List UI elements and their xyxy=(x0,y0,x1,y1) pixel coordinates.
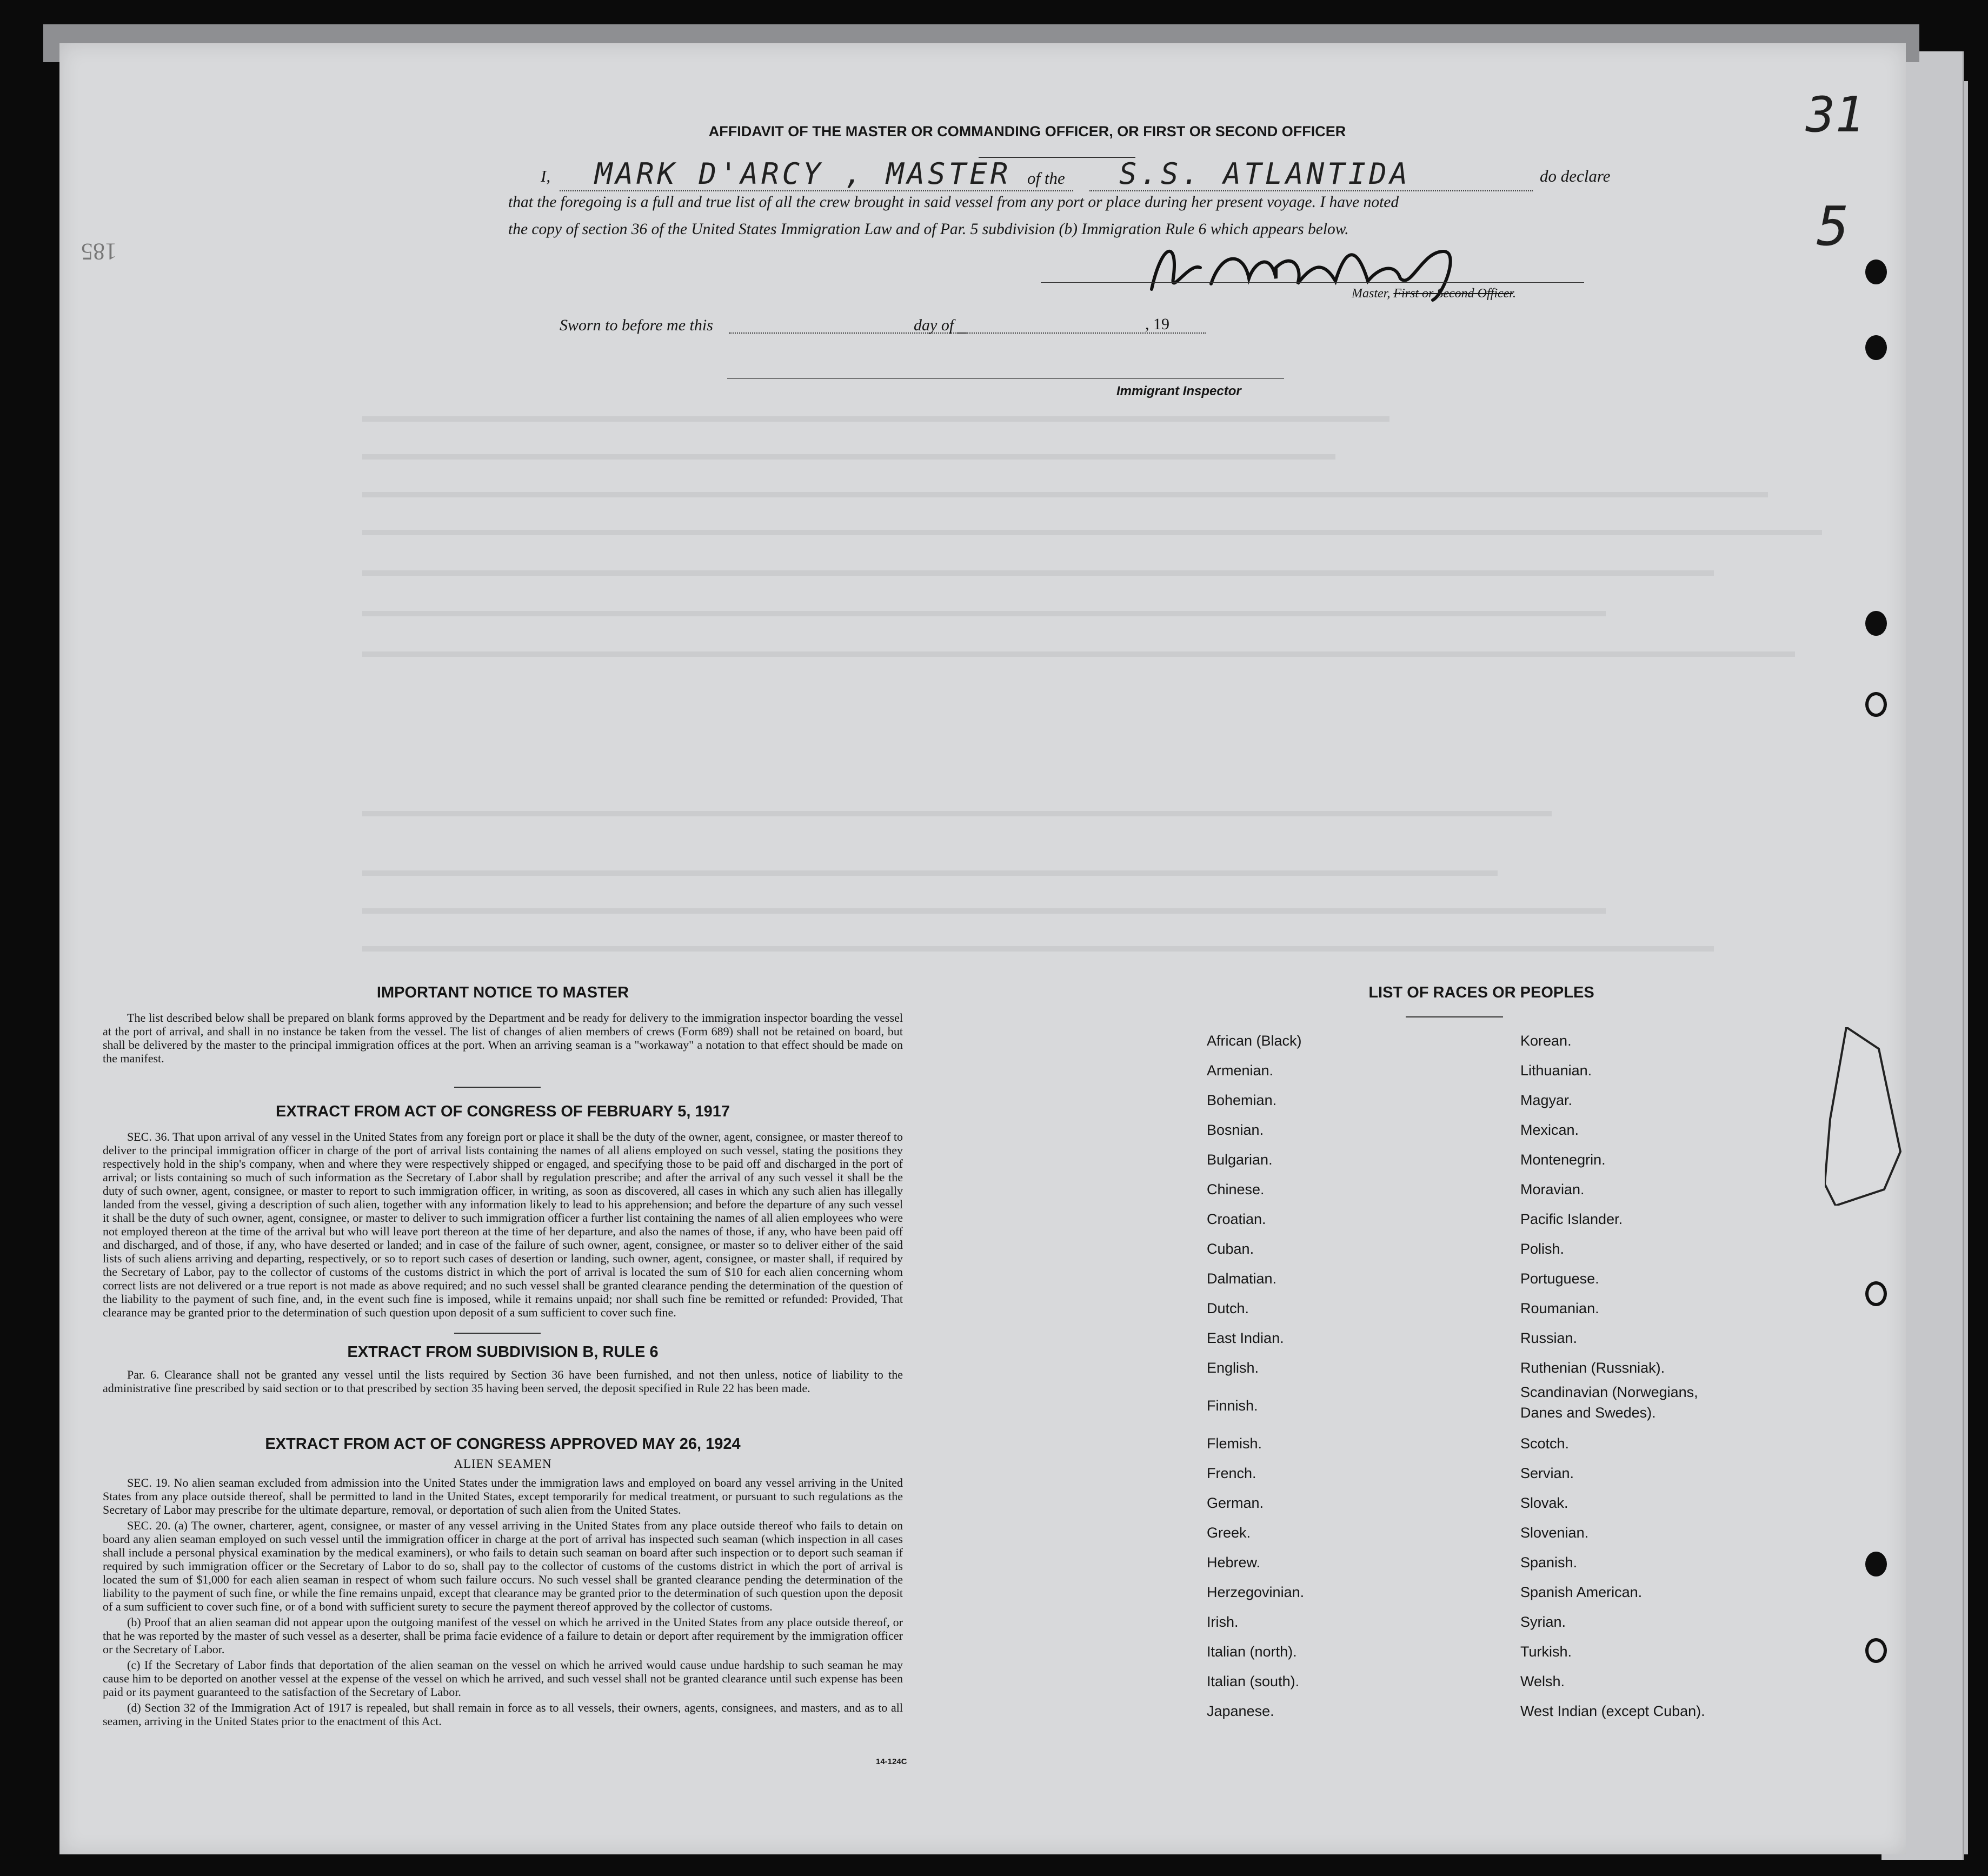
binder-hole xyxy=(1865,611,1887,636)
race-left-18: Herzegovinian. xyxy=(1207,1584,1305,1600)
race-right-5: Moravian. xyxy=(1520,1181,1585,1198)
extract-rule6-title: EXTRACT FROM SUBDIVISION B, RULE 6 xyxy=(347,1343,659,1361)
binder-hole xyxy=(1865,1638,1887,1663)
extract-1924-subtitle: ALIEN SEAMEN xyxy=(454,1457,552,1471)
race-left-7: Cuban. xyxy=(1207,1241,1254,1257)
sec-20-c: (c) If the Secretary of Labor finds that deportation of the alien seaman on the vessel on which he arrived would cause undue hardship to such seaman he may cause him to be deported on another vessel at the expense of the vessel on which he arrived, and such vessel shall not be granted clearance until such expense has been paid or its payment guaranteed to the satisfaction of the Secretary of Labor. xyxy=(103,1658,903,1699)
extract-1917-text: SEC. 36. That upon arrival of any vessel in the United States from any foreign port or place it shall be the duty of the owner, agent, consignee, or master thereof to deliver to the principal immigration officer in charge of the port of arrival lists containing the names of all aliens employed on such vessel, stating the positions they respectively hold in the ship's company, when and where they were respectively shipped or engaged, and specifying those to be paid off and discharged in the port of arrival; or lists containing so much of such information as the Secretary of Labor shall by regulation prescribe; and after the arrival of any such vessel it shall be the duty of such owner, agent, consignee, or master to report to such immigration officer, in writing, as soon as discovered, all cases in which any such alien has illegally landed from the vessel, giving a description of such alien, together with any information likely to lead to his apprehension; and before the departure of any such vessel it shall be the duty of such owner, agent, consignee, or master to deliver to such immigration officer a further list containing the names of all alien employees who were not employed thereon at the time of the arrival but who will leave port thereon at the time of her departure, and also the names of those, if any, who have been paid off and discharged, and of those, if any, who have deserted or landed; and in case of the failure of such owner, agent, consignee, or master so to deliver either of the said lists of such aliens arriving and departing, respectively, or so to report such cases of desertion or landing, such owner, agent, consignee, or master shall, if required by the Secretary of Labor, pay to the collector of customs of the customs district in which the port of arrival is located the sum of $10 for each alien concerning whom correct lists are not delivered or a true report is not made as above required; and no such vessel shall be granted clearance pending the determination of the question of the liability to the payment of such fine, and, in the event such fine is imposed, while it remains unpaid; nor shall such fine be remitted or refunded: Provided, That clearance may be granted prior to the determination of such question upon deposit of a sum sufficient to cover such fine. xyxy=(103,1130,903,1319)
race-left-8: Dalmatian. xyxy=(1207,1270,1277,1287)
race-right-23: West Indian (except Cuban). xyxy=(1520,1703,1705,1719)
race-left-4: Bulgarian. xyxy=(1207,1152,1273,1168)
signer-caption-master: Master, xyxy=(1352,287,1391,301)
race-right-22: Welsh. xyxy=(1520,1673,1565,1689)
race-right-4: Montenegrin. xyxy=(1520,1152,1606,1168)
race-right-19: Spanish American. xyxy=(1520,1584,1643,1600)
binder-hole xyxy=(1865,692,1887,717)
race-right-1: Lithuanian. xyxy=(1520,1062,1592,1079)
of-the-label: of the xyxy=(1027,169,1065,188)
race-right-8: Portuguese. xyxy=(1520,1270,1599,1287)
race-left-9: Dutch. xyxy=(1207,1300,1249,1316)
document-page xyxy=(59,43,1906,1854)
sec-20-d: (d) Section 32 of the Immigration Act of 1917 is repealed, but shall remain in force as to all vessels, their owners, agents, consignees, and masters, and as to all seamen, arriving in the United States prior to the enactment of this Act. xyxy=(103,1701,903,1728)
signer-caption-end: . xyxy=(1512,287,1516,301)
binder-hole xyxy=(1865,260,1887,284)
signer-caption xyxy=(1352,287,1516,301)
declarant-name: MARK D'ARCY , MASTER xyxy=(595,157,1012,191)
race-right-13: Danes and Swedes). xyxy=(1520,1405,1656,1421)
vessel-name: S.S. ATLANTIDA xyxy=(1119,157,1411,191)
extract-1924-text xyxy=(103,1476,903,1730)
race-right-21: Turkish. xyxy=(1520,1644,1572,1660)
page-number-mark: 185 xyxy=(81,238,117,265)
race-left-5: Chinese. xyxy=(1207,1181,1265,1198)
affidavit-line-3: the copy of section 36 of the United States Immigration Law and of Par. 5 subdivision (b) Immigration Rule 6 which appears below. xyxy=(508,221,1349,238)
race-right-17: Slovenian. xyxy=(1520,1525,1589,1541)
race-left-16: Greek. xyxy=(1207,1525,1251,1541)
year-label: , 19 xyxy=(1145,315,1169,333)
race-left-12: Finnish. xyxy=(1207,1398,1258,1414)
race-left-15: German. xyxy=(1207,1495,1264,1511)
race-left-14: French. xyxy=(1207,1465,1256,1481)
do-declare-label: do declare xyxy=(1540,167,1611,185)
sec-20-a: SEC. 20. (a) The owner, charterer, agent, consignee, or master of any vessel arriving in the United States from any place outside thereof who fails to detain on board any alien seaman employed on such vessel until the immigration officer in charge at the port of arrival has inspected such seaman (which inspection in all cases shall include a personal physical examination by the medical examiners), or who fails to detain such seaman on board after such inspection or to deport such seaman if required by such immigration officer or the Secretary of Labor to do so, shall pay to the collector of customs of the customs district in which the port of arrival is located the sum of $1,000 for each alien seaman in respect of whom such failure occurs. No such vessel shall be granted clearance pending the determination of the liability to the payment of such fine, or while the fine remains unpaid, except that clearance may be granted prior to the determination of such question upon the deposit of a sum sufficient to cover such fine, or of a bond with sufficient surety to secure the payment thereof approved by the collector of customs. xyxy=(103,1519,903,1613)
race-left-10: East Indian. xyxy=(1207,1330,1284,1346)
binder-hole xyxy=(1865,335,1887,360)
race-right-10: Russian. xyxy=(1520,1330,1578,1346)
race-right-9: Roumanian. xyxy=(1520,1300,1599,1316)
extract-rule6-text: Par. 6. Clearance shall not be granted any vessel until the lists required by Section 36 have been furnished, and not then unless, notice of liability to the administrative fine prescribed by said section or to that prescribed by section 35 having been served, the deposit specified in Rule 22 has been made. xyxy=(103,1368,903,1395)
race-left-21: Italian (south). xyxy=(1207,1673,1300,1689)
race-right-14: Scotch. xyxy=(1520,1435,1570,1452)
race-left-19: Irish. xyxy=(1207,1614,1239,1630)
race-right-6: Pacific Islander. xyxy=(1520,1211,1623,1227)
corner-handwritten-mark: 31 xyxy=(1806,87,1865,143)
sec-20-b: (b) Proof that an alien seaman did not appear upon the outgoing manifest of the vessel on which he arrived in the United States from any place outside thereof, or that he was reported by the master of such vessel as a deserter, shall be prima facie evidence of a failure to detain or deport after requirement by the immigration officer or the Secretary of Labor. xyxy=(103,1615,903,1656)
corner-handwritten-mark: 5 xyxy=(1817,195,1850,258)
race-right-3: Mexican. xyxy=(1520,1122,1579,1138)
race-right-7: Polish. xyxy=(1520,1241,1565,1257)
day-of-label: day of xyxy=(914,316,954,334)
signer-caption-struck: First or Second Officer xyxy=(1393,287,1513,301)
affidavit-i-label: I, xyxy=(541,167,551,185)
notice-text: The list described below shall be prepared on blank forms approved by the Department and be ready for delivery to the immigration inspector boarding the vessel at the port of arrival, and shall in no instance be taken from the vessel. The list of changes of alien members of crews (Form 689) shall not be retained on board, but shall be delivered by the master to the principal immigration offices at the port. When an arriving seaman is a "workaway" a notation to that effect should be made on the manifest. xyxy=(103,1011,903,1065)
extract-1924-title: EXTRACT FROM ACT OF CONGRESS APPROVED MAY 26, 1924 xyxy=(265,1435,741,1453)
race-left-22: Japanese. xyxy=(1207,1703,1274,1719)
race-left-2: Bohemian. xyxy=(1207,1092,1277,1108)
race-left-20: Italian (north). xyxy=(1207,1644,1297,1660)
affidavit-title: AFFIDAVIT OF THE MASTER OR COMMANDING OFFICER, OR FIRST OR SECOND OFFICER xyxy=(708,123,1346,139)
race-right-18: Spanish. xyxy=(1520,1554,1578,1571)
race-left-11: English. xyxy=(1207,1360,1259,1376)
binder-hole xyxy=(1865,1552,1887,1576)
race-left-1: Armenian. xyxy=(1207,1062,1274,1079)
races-title: LIST OF RACES OR PEOPLES xyxy=(1368,984,1594,1001)
race-left-3: Bosnian. xyxy=(1207,1122,1264,1138)
race-left-13: Flemish. xyxy=(1207,1435,1262,1452)
race-left-6: Croatian. xyxy=(1207,1211,1266,1227)
form-number: 14-124C xyxy=(876,1757,907,1766)
race-right-16: Slovak. xyxy=(1520,1495,1568,1511)
sec-19: SEC. 19. No alien seaman excluded from admission into the United States under the immigration laws and employed on board any vessel arriving in the United States from any place outside thereof, shall be permitted to land in the United States, except temporarily for medical treatment, or pursuant to such regulations as the Secretary of Labor may prescribe for the ultimate departure, removal, or deportation of such alien from the United States. xyxy=(103,1476,903,1516)
race-right-15: Servian. xyxy=(1520,1465,1574,1481)
extract-1917-title: EXTRACT FROM ACT OF CONGRESS OF FEBRUARY 5, 1917 xyxy=(275,1103,730,1120)
race-right-11: Ruthenian (Russniak). xyxy=(1520,1360,1665,1376)
race-right-20: Syrian. xyxy=(1520,1614,1566,1630)
notice-title: IMPORTANT NOTICE TO MASTER xyxy=(376,984,629,1001)
race-right-0: Korean. xyxy=(1520,1033,1572,1049)
race-left-0: African (Black) xyxy=(1207,1033,1302,1049)
race-left-17: Hebrew. xyxy=(1207,1554,1261,1571)
race-right-2: Magyar. xyxy=(1520,1092,1573,1108)
affidavit-line-2: that the foregoing is a full and true list of all the crew brought in said vessel from any port or place during her present voyage. I have noted xyxy=(508,194,1399,211)
sworn-label: Sworn to before me this xyxy=(560,316,713,334)
torn-tab xyxy=(1825,1027,1906,1206)
binder-hole xyxy=(1865,1281,1887,1306)
race-right-12: Scandinavian (Norwegians, xyxy=(1520,1384,1698,1400)
inspector-caption: Immigrant Inspector xyxy=(1116,384,1241,398)
